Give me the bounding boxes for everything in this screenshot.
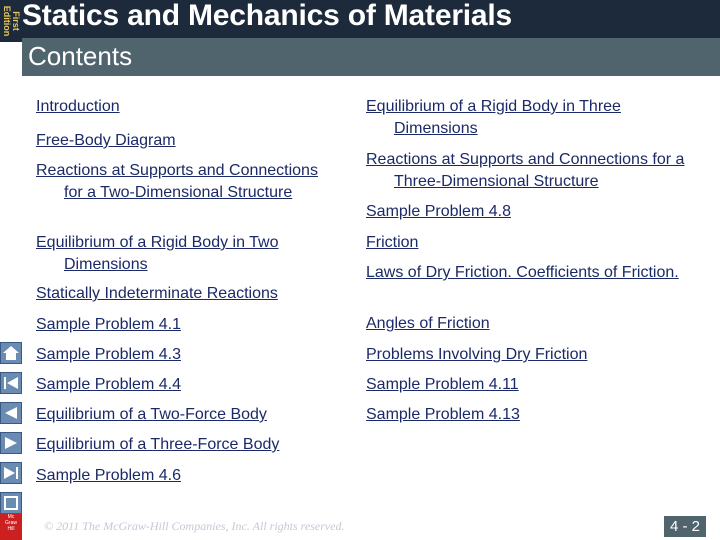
last-slide-icon[interactable] xyxy=(0,462,22,484)
contents-link-introduction[interactable]: Introduction xyxy=(36,98,120,115)
page-number: 4 - 2 xyxy=(664,516,706,537)
next-slide-icon[interactable] xyxy=(0,432,22,454)
navigation-sidebar xyxy=(0,0,22,540)
copyright-text: © 2011 The McGraw-Hill Companies, Inc. All rights reserved. xyxy=(44,519,345,533)
contents-link-laws-dry-friction[interactable]: Laws of Dry Friction. Coefficients of Friction. xyxy=(366,264,679,281)
contents-link-sample-problem-4-3[interactable]: Sample Problem 4.3 xyxy=(36,346,181,363)
title-bar xyxy=(22,0,720,38)
contents-link-sample-problem-4-11[interactable]: Sample Problem 4.11 xyxy=(366,376,519,393)
contents-link-statically-indeterminate[interactable]: Statically Indeterminate Reactions xyxy=(36,285,278,302)
edition-badge: First Edition xyxy=(0,0,22,42)
contents-link-two-force-body[interactable]: Equilibrium of a Two-Force Body xyxy=(36,406,267,423)
contents-link-equilibrium-3d[interactable]: Equilibrium of a Rigid Body in Three Dimensions xyxy=(366,98,621,137)
contents-link-sample-problem-4-6[interactable]: Sample Problem 4.6 xyxy=(36,467,181,484)
contents-link-reactions-2d[interactable]: Reactions at Supports and Connections for a Two-Dimensional Structure xyxy=(36,162,318,201)
contents-link-friction[interactable]: Friction xyxy=(366,234,419,251)
page-title: Statics and Mechanics of Materials xyxy=(22,0,513,32)
prev-slide-icon[interactable] xyxy=(0,402,22,424)
contents-link-sample-problem-4-8[interactable]: Sample Problem 4.8 xyxy=(366,203,511,220)
contents-link-sample-problem-4-13[interactable]: Sample Problem 4.13 xyxy=(366,406,520,423)
first-slide-icon[interactable] xyxy=(0,372,22,394)
contents-link-angles-friction[interactable]: Angles of Friction xyxy=(366,315,490,332)
contents-link-three-force-body[interactable]: Equilibrium of a Three-Force Body xyxy=(36,436,280,453)
mcgraw-hill-logo: Mc Graw Hill xyxy=(0,514,22,540)
contents-link-equilibrium-2d[interactable]: Equilibrium of a Rigid Body in Two Dimensions xyxy=(36,234,279,273)
home-icon[interactable] xyxy=(0,342,22,364)
contents-link-sample-problem-4-4[interactable]: Sample Problem 4.4 xyxy=(36,376,181,393)
contents-link-reactions-3d[interactable]: Reactions at Supports and Connections for a Three-Dimensional Structure xyxy=(366,151,685,190)
contents-link-free-body-diagram[interactable]: Free-Body Diagram xyxy=(36,132,176,149)
contents-link-problems-dry-friction[interactable]: Problems Involving Dry Friction xyxy=(366,346,588,363)
exit-icon[interactable] xyxy=(0,492,22,514)
section-bar xyxy=(22,38,720,76)
contents-link-sample-problem-4-1[interactable]: Sample Problem 4.1 xyxy=(36,316,181,333)
section-title: Contents xyxy=(28,41,133,71)
